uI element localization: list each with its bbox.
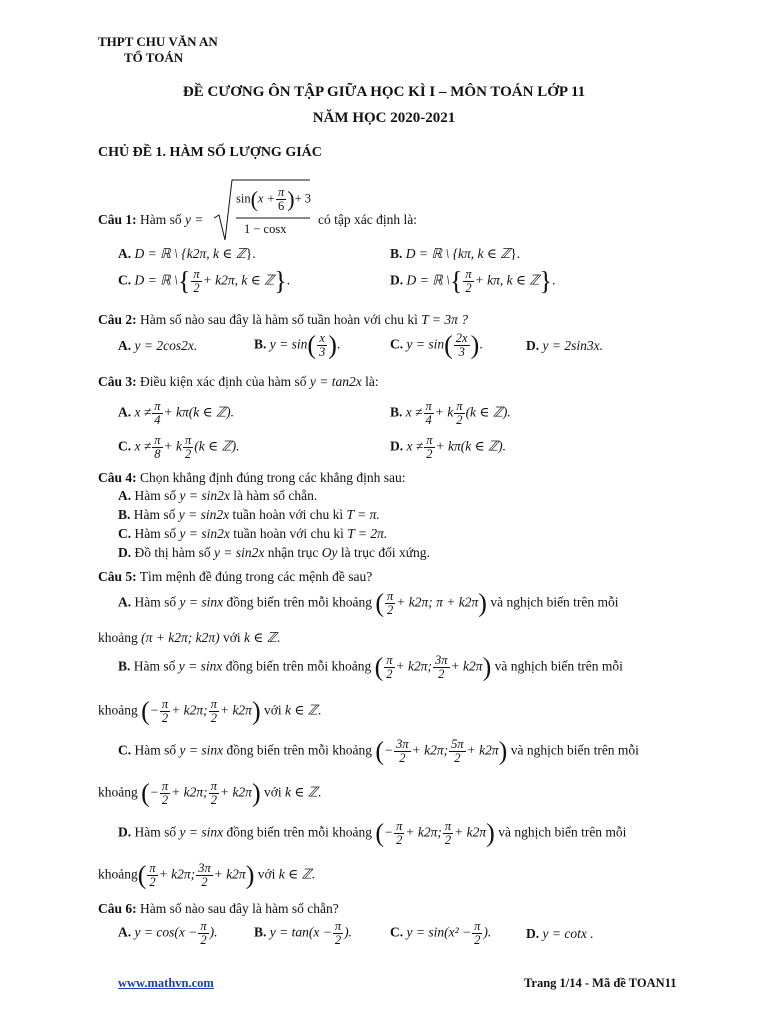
question-text: Hàm số nào sau đây là hàm số chẵn?	[140, 901, 339, 916]
option-letter: A.	[118, 246, 132, 261]
school-year: NĂM HỌC 2020-2021	[312, 110, 456, 126]
option-letter: D.	[390, 438, 404, 454]
option-letter: C.	[390, 924, 404, 940]
option-d[interactable]: D. y = cotx .	[526, 926, 594, 941]
school-name: THPT CHU VĂN AN	[98, 34, 218, 49]
option-letter: A.	[118, 488, 132, 503]
question-text-after: có tập xác định là:	[318, 212, 417, 227]
option-a[interactable]: A. Hàm số y = sin2x là hàm số chẵn.	[118, 488, 318, 503]
question-3: Câu 3: Điều kiện xác định của hàm số y = tan2x là:	[98, 374, 379, 389]
option-a[interactable]: A. Hàm số y = sinx đồng biến trên mỗi khoảng ( $\frac{\pi}{2}$ + k2π; π + k2π) và nghịch biến trên mỗi	[118, 588, 619, 618]
option-letter: B.	[254, 336, 267, 352]
question-text: Hàm số nào sau đây là hàm số tuần hoàn với chu kì	[140, 312, 418, 327]
option-c-cont: khoảng (− $\frac{\pi}{2}$ + k2π; $\frac{\pi}{2}$ + k2π) với k ∈ ℤ.	[98, 778, 322, 808]
option-letter: A.	[118, 404, 132, 420]
option-letter: C.	[118, 742, 132, 758]
option-letter: B.	[390, 246, 403, 261]
option-c[interactable]: C. y = sin(x² − $\frac{\pi}{2}$ ).	[390, 919, 492, 948]
option-letter: C.	[390, 336, 404, 352]
question-5	[98, 569, 372, 585]
option-b[interactable]: B. Hàm số y = sin2x tuần hoàn với chu kì T = π.	[118, 507, 380, 522]
page-number: Trang 1/14 - Mã đề TOAN11	[524, 976, 677, 990]
option-letter: D.	[118, 824, 132, 840]
question-text: Hàm số	[140, 212, 182, 227]
question-label: Câu 6:	[98, 901, 137, 916]
option-letter: D.	[390, 272, 404, 288]
option-letter: C.	[118, 438, 132, 454]
department-name: TỔ TOÁN	[124, 50, 184, 65]
option-letter: D.	[526, 926, 540, 941]
option-letter: D.	[118, 545, 132, 560]
option-d[interactable]: D. y = 2sin3x.	[526, 338, 603, 353]
function-text: y = tan2x	[309, 374, 362, 389]
question-4	[98, 470, 405, 486]
question-text: Chọn khẳng định đúng trong các khẳng định sau:	[140, 470, 406, 485]
option-b[interactable]: B. y = sin( $\frac{x}{3}$ ).	[254, 330, 341, 360]
option-b[interactable]: B. x ≠ $\frac{\pi}{4}$ + k $\frac{\pi}{2}$ (k ∈ ℤ).	[390, 399, 511, 428]
option-b-cont: khoảng (− $\frac{\pi}{2}$ + k2π; $\frac{\pi}{2}$ + k2π) với k ∈ ℤ.	[98, 696, 322, 726]
option-letter: A.	[118, 924, 132, 940]
option-d[interactable]: D. D = ℝ \{ $\frac{\pi}{2}$ + kπ, k ∈ ℤ}.	[390, 266, 556, 296]
option-letter: B.	[254, 924, 267, 940]
option-b[interactable]: B. y = tan(x − $\frac{\pi}{2}$ ).	[254, 919, 352, 948]
option-c[interactable]: C. y = sin( $\frac{2x}{3}$ ).	[390, 330, 483, 360]
option-a[interactable]: A. D = ℝ \ {k2π, k ∈ ℤ}.	[118, 246, 256, 261]
option-d[interactable]: D. Hàm số y = sinx đồng biến trên mỗi khoảng (− $\frac{\pi}{2}$ + k2π; $\frac{\pi}{2}$ + k2π) và nghịch biến trên mỗi	[118, 818, 627, 848]
option-letter: A.	[118, 594, 132, 610]
option-b[interactable]: B. D = ℝ \ {kπ, k ∈ ℤ}.	[390, 246, 521, 261]
option-a[interactable]: A. y = cos(x − $\frac{\pi}{2}$ ).	[118, 919, 218, 948]
question-label: Câu 2:	[98, 312, 137, 327]
question-label: Câu 5:	[98, 569, 137, 584]
document-title: ĐỀ CƯƠNG ÔN TẬP GIỮA HỌC KÌ I – MÔN TOÁN LỚP 11	[182, 84, 586, 100]
option-c[interactable]: C. Hàm số y = sin2x tuần hoàn với chu kì T = 2π.	[118, 526, 388, 541]
period-text: T = 3π ?	[421, 312, 468, 327]
option-c[interactable]: C. Hàm số y = sinx đồng biến trên mỗi khoảng (− $\frac{3\pi}{2}$ + k2π; $\frac{5\pi}{2}$ + k2π) và nghịch biến trên mỗi	[118, 736, 639, 766]
option-letter: C.	[118, 526, 132, 541]
option-letter: B.	[118, 658, 131, 674]
pi-over-6: $\frac{\pi}{6}$	[278, 185, 285, 214]
question-label: Câu 3:	[98, 374, 137, 389]
question-1	[98, 212, 204, 228]
plus-3-text: + 3	[294, 191, 312, 206]
question-label: Câu 1:	[98, 212, 137, 227]
question-2	[98, 312, 468, 328]
option-d[interactable]: D. x ≠ $\frac{\pi}{2}$ + kπ(k ∈ ℤ).	[390, 433, 506, 462]
option-a[interactable]: A. y = 2cos2x.	[118, 338, 198, 353]
function-name: y =	[185, 212, 204, 227]
topic-heading: CHỦ ĐỀ 1. HÀM SỐ LƯỢNG GIÁC	[98, 145, 322, 160]
option-letter: A.	[118, 338, 132, 353]
sin-text: sin	[236, 191, 251, 206]
option-a-cont: khoảng (π + k2π; k2π) với k ∈ ℤ.	[98, 630, 281, 645]
option-a[interactable]: A. x ≠ $\frac{\pi}{4}$ + kπ(k ∈ ℤ).	[118, 399, 234, 428]
question-text: Tìm mệnh đề đúng trong các mệnh đề sau?	[139, 569, 373, 584]
option-d-cont: khoảng( $\frac{\pi}{2}$ + k2π; $\frac{3\pi}{2}$ + k2π) với k ∈ ℤ.	[98, 860, 315, 890]
option-letter: B.	[390, 404, 403, 420]
option-d[interactable]: D. Đồ thị hàm số y = sin2x nhận trục Oy là trục đối xứng.	[118, 545, 430, 560]
option-b[interactable]: B. Hàm số y = sinx đồng biến trên mỗi khoảng ( $\frac{\pi}{2}$ + k2π; $\frac{3\pi}{2}$ + k2π) và nghịch biến trên mỗi	[118, 652, 623, 682]
option-letter: B.	[118, 507, 131, 522]
x-plus-text: x +	[257, 191, 276, 206]
option-letter: D.	[526, 338, 540, 353]
question-6	[98, 901, 339, 917]
question-label: Câu 4:	[98, 470, 137, 485]
option-letter: C.	[118, 272, 132, 288]
q1-numerator: sin(x + $\frac{\pi}{6}$ )+ 3	[236, 185, 312, 214]
option-c[interactable]: C. D = ℝ \{ $\frac{\pi}{2}$ + k2π, k ∈ ℤ}.	[118, 266, 291, 296]
q1-denominator: 1 − cosx	[244, 222, 287, 236]
option-c[interactable]: C. x ≠ $\frac{\pi}{8}$ + k $\frac{\pi}{2}$ (k ∈ ℤ).	[118, 433, 240, 462]
question-text: Điều kiện xác định của hàm số	[140, 374, 307, 389]
website-link[interactable]: www.mathvn.com	[118, 976, 214, 990]
